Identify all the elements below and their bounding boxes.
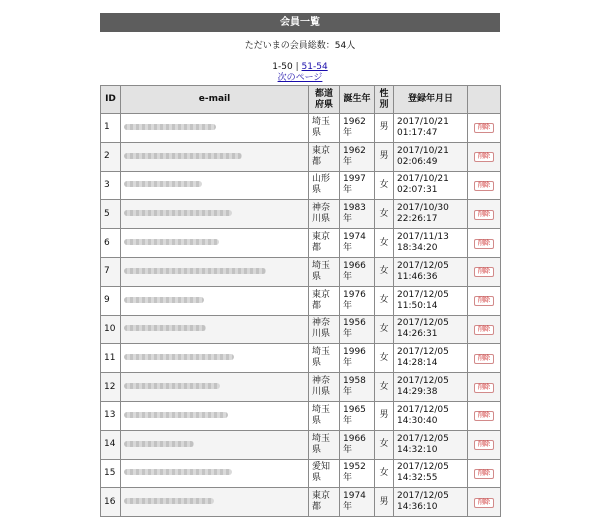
member-email <box>121 459 309 488</box>
member-registered-date: 2017/10/21 01:17:47 <box>394 114 468 143</box>
member-actions <box>468 114 501 143</box>
member-email <box>121 114 309 143</box>
delete-button[interactable]: 削除 <box>474 440 494 450</box>
member-email <box>121 488 309 517</box>
table-row <box>101 200 501 229</box>
member-registered-date: 2017/12/05 11:46:36 <box>394 257 468 286</box>
redacted-email <box>124 325 206 331</box>
member-email <box>121 315 309 344</box>
redacted-email <box>124 268 266 274</box>
member-prefecture: 埼玉県 <box>309 430 340 459</box>
member-birth-year: 1976年 <box>340 286 375 315</box>
header-birth-year: 誕生年 <box>340 86 375 114</box>
delete-button[interactable]: 削除 <box>474 123 494 133</box>
table-row <box>101 344 501 373</box>
member-registered-date: 2017/10/21 02:07:31 <box>394 171 468 200</box>
member-prefecture: 東京都 <box>309 488 340 517</box>
member-id: 14 <box>101 430 121 459</box>
member-gender: 女 <box>375 459 394 488</box>
member-birth-year: 1996年 <box>340 344 375 373</box>
member-email <box>121 200 309 229</box>
redacted-email <box>124 297 204 303</box>
member-count: ただいまの会員総数：54人 <box>244 41 356 51</box>
member-gender: 女 <box>375 171 394 200</box>
member-prefecture: 神奈川県 <box>309 200 340 229</box>
member-table <box>100 85 501 517</box>
member-birth-year: 1983年 <box>340 200 375 229</box>
header-prefecture: 都道府県 <box>309 86 340 114</box>
member-actions <box>468 488 501 517</box>
member-actions <box>468 315 501 344</box>
table-row <box>101 373 501 402</box>
member-registered-date: 2017/11/13 18:34:20 <box>394 229 468 258</box>
member-gender: 女 <box>375 315 394 344</box>
member-gender: 男 <box>375 401 394 430</box>
member-id: 15 <box>101 459 121 488</box>
member-birth-year: 1962年 <box>340 142 375 171</box>
member-birth-year: 1966年 <box>340 430 375 459</box>
table-row <box>101 430 501 459</box>
redacted-email <box>124 354 234 360</box>
member-birth-year: 1966年 <box>340 257 375 286</box>
redacted-email <box>124 210 232 216</box>
member-prefecture: 埼玉県 <box>309 344 340 373</box>
delete-button[interactable]: 削除 <box>474 411 494 421</box>
delete-button[interactable]: 削除 <box>474 210 494 220</box>
member-id: 5 <box>101 200 121 229</box>
member-id: 13 <box>101 401 121 430</box>
next-page-link[interactable]: 次のページ <box>277 73 323 83</box>
delete-button[interactable]: 削除 <box>474 296 494 306</box>
member-actions <box>468 430 501 459</box>
redacted-email <box>124 239 219 245</box>
member-actions <box>468 401 501 430</box>
member-id: 6 <box>101 229 121 258</box>
member-actions <box>468 142 501 171</box>
redacted-email <box>124 412 228 418</box>
pager-current-range: 1-50 <box>272 62 293 72</box>
member-email <box>121 257 309 286</box>
member-gender: 女 <box>375 229 394 258</box>
member-registered-date: 2017/12/05 14:36:10 <box>394 488 468 517</box>
delete-button[interactable]: 削除 <box>474 152 494 162</box>
member-registered-date: 2017/12/05 14:26:31 <box>394 315 468 344</box>
member-registered-date: 2017/12/05 14:29:38 <box>394 373 468 402</box>
member-birth-year: 1974年 <box>340 229 375 258</box>
member-prefecture: 東京都 <box>309 229 340 258</box>
pager-next-range-link[interactable]: 51-54 <box>301 62 328 72</box>
member-gender: 女 <box>375 430 394 459</box>
delete-button[interactable]: 削除 <box>474 383 494 393</box>
member-prefecture: 神奈川県 <box>309 373 340 402</box>
member-prefecture: 愛知県 <box>309 459 340 488</box>
delete-button[interactable]: 削除 <box>474 325 494 335</box>
member-id: 10 <box>101 315 121 344</box>
delete-button[interactable]: 削除 <box>474 267 494 277</box>
member-prefecture: 埼玉県 <box>309 114 340 143</box>
delete-button[interactable]: 削除 <box>474 498 494 508</box>
table-row <box>101 315 501 344</box>
member-actions <box>468 200 501 229</box>
delete-button[interactable]: 削除 <box>474 181 494 191</box>
member-registered-date: 2017/12/05 14:32:55 <box>394 459 468 488</box>
member-actions <box>468 373 501 402</box>
member-prefecture: 神奈川県 <box>309 315 340 344</box>
member-gender: 男 <box>375 142 394 171</box>
member-email <box>121 401 309 430</box>
member-actions <box>468 344 501 373</box>
pagination <box>100 62 500 84</box>
table-row <box>101 286 501 315</box>
table-row <box>101 257 501 286</box>
member-prefecture: 東京都 <box>309 142 340 171</box>
member-registered-date: 2017/12/05 14:30:40 <box>394 401 468 430</box>
redacted-email <box>124 441 194 447</box>
member-birth-year: 1962年 <box>340 114 375 143</box>
member-actions <box>468 257 501 286</box>
redacted-email <box>124 498 214 504</box>
member-id: 9 <box>101 286 121 315</box>
header-gender: 性別 <box>375 86 394 114</box>
member-prefecture: 埼玉県 <box>309 257 340 286</box>
member-email <box>121 430 309 459</box>
delete-button[interactable]: 削除 <box>474 239 494 249</box>
member-id: 7 <box>101 257 121 286</box>
redacted-email <box>124 124 216 130</box>
member-gender: 男 <box>375 114 394 143</box>
table-row <box>101 488 501 517</box>
member-birth-year: 1956年 <box>340 315 375 344</box>
member-id: 12 <box>101 373 121 402</box>
member-gender: 男 <box>375 488 394 517</box>
member-gender: 女 <box>375 373 394 402</box>
member-email <box>121 142 309 171</box>
member-registered-date: 2017/12/05 14:28:14 <box>394 344 468 373</box>
member-birth-year: 1958年 <box>340 373 375 402</box>
member-registered-date: 2017/10/21 02:06:49 <box>394 142 468 171</box>
member-email <box>121 373 309 402</box>
table-row <box>101 229 501 258</box>
member-id: 3 <box>101 171 121 200</box>
table-header-row <box>101 86 501 114</box>
delete-button[interactable]: 削除 <box>474 354 494 364</box>
member-actions <box>468 286 501 315</box>
table-row <box>101 401 501 430</box>
header-registered-date: 登録年月日 <box>394 86 468 114</box>
member-birth-year: 1974年 <box>340 488 375 517</box>
member-gender: 女 <box>375 200 394 229</box>
table-row <box>101 114 501 143</box>
member-birth-year: 1952年 <box>340 459 375 488</box>
member-prefecture: 東京都 <box>309 286 340 315</box>
member-actions <box>468 171 501 200</box>
delete-button[interactable]: 削除 <box>474 469 494 479</box>
member-gender: 女 <box>375 344 394 373</box>
member-registered-date: 2017/12/05 14:32:10 <box>394 430 468 459</box>
redacted-email <box>124 383 220 389</box>
redacted-email <box>124 153 242 159</box>
member-id: 1 <box>101 114 121 143</box>
page-title: 会員一覧 <box>100 13 500 32</box>
header-id: ID <box>101 86 121 114</box>
member-actions <box>468 229 501 258</box>
pager-separator: | <box>295 62 299 72</box>
member-gender: 女 <box>375 257 394 286</box>
member-birth-year: 1997年 <box>340 171 375 200</box>
member-id: 11 <box>101 344 121 373</box>
redacted-email <box>124 469 232 475</box>
member-id: 16 <box>101 488 121 517</box>
header-email: e-mail <box>121 86 309 114</box>
redacted-email <box>124 181 202 187</box>
member-registered-date: 2017/12/05 11:50:14 <box>394 286 468 315</box>
member-actions <box>468 459 501 488</box>
table-row <box>101 171 501 200</box>
member-birth-year: 1965年 <box>340 401 375 430</box>
member-gender: 女 <box>375 286 394 315</box>
member-registered-date: 2017/10/30 22:26:17 <box>394 200 468 229</box>
table-row <box>101 142 501 171</box>
member-email <box>121 229 309 258</box>
member-list-page <box>100 13 500 517</box>
member-email <box>121 171 309 200</box>
header-action <box>468 86 501 114</box>
member-id: 2 <box>101 142 121 171</box>
member-email <box>121 286 309 315</box>
table-row <box>101 459 501 488</box>
member-prefecture: 山形県 <box>309 171 340 200</box>
member-prefecture: 埼玉県 <box>309 401 340 430</box>
member-email <box>121 344 309 373</box>
